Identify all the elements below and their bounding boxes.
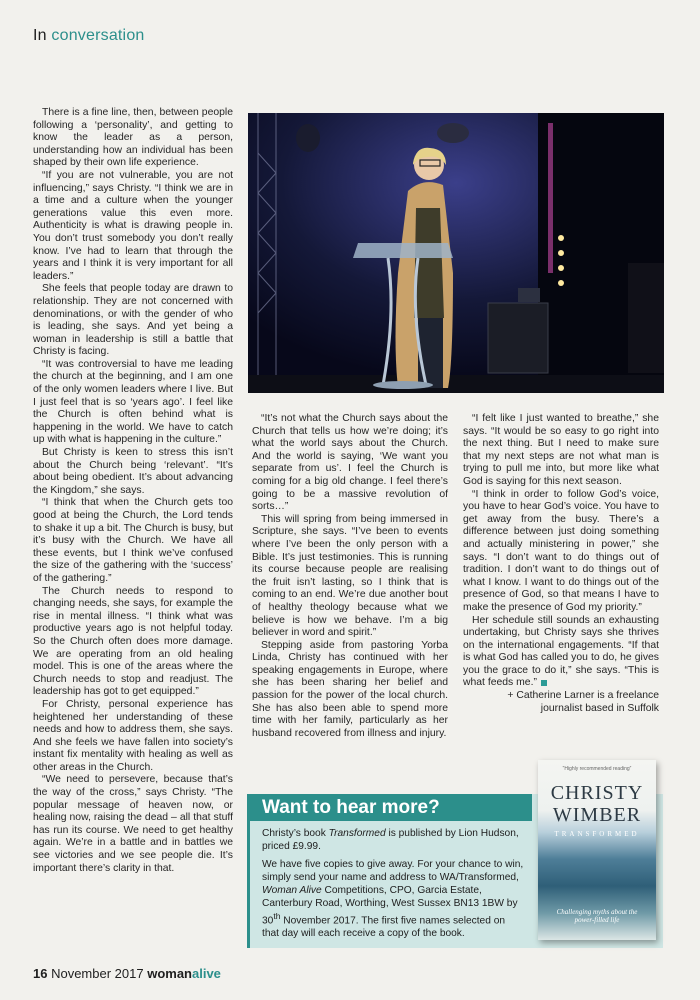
paragraph: “If you are not vulnerable, you are not influencing,” says Christy. “I think we are in a time and a culture when the younger generations value this even more. Authenticity is what is drawing people in. You don’t trust somebody you don’t really know. I’ve had to learn that through the years and I think it is very important for all leaders.” [33,169,233,282]
article-column-3 [463,413,659,715]
paragraph: “It’s not what the Church says about the Church that tells us how we’re doing; it’s what the world says about the Church. And the world is saying, ‘We want you separate from us’. I feel the Church is coming for a big old change. I feel there’s going to be a massive revolution of sorts…” [252,413,448,513]
book-cover-image [538,760,656,940]
paragraph-text: Her schedule still sounds an exhausting undertaking, but Christy says she thrives on the international engagements. “If that is what God has called you to do, he gives you the grace to do it,” she says. “This is what feeds me.” [463,614,659,689]
instructions-part: Competitions, CPO, Garcia Estate, Canterbury Road, Worthing, West Sussex BN13 1BW by 30 [262,885,518,927]
competition-heading: Want to hear more? [250,794,532,821]
competition-instructions [262,858,524,940]
book-title: TRANSFORMED [554,830,640,838]
competition-text [262,827,524,945]
speaker-photo [248,113,664,393]
logo-part: alive [192,966,221,981]
book-info-part: Christy’s book [262,828,329,839]
author-signoff: + Catherine Larner is a freelance journalist based in Suffolk [507,690,659,714]
section-label [33,27,145,45]
paragraph: This will spring from being immersed in Scripture, she says. “I’ve been to events where I’ve been the only person with a Bible. It’s just testimonies. This is running its course because people are realising the fruit isn’t lasting, so I think that is coming to an end. We’re due another bout of healthy theology because what we believe is how we behave. I’m a big believer in word and spirit.” [252,513,448,639]
paragraph: Stepping aside from pastoring Yorba Linda, Christy has continued with her speaking engagements in Europe, where she has been sharing her belief and passion for the power of the local church. She has also been able to spend more time with her family, particularly as her husband recovered from illness and injury. [252,639,448,739]
book-info [262,827,524,853]
paragraph: “It was controversial to have me leading the church at the beginning, and I am one of the only women leaders where I live. But I just feel that is so ‘years ago’. I feel like the Church is often behind what is happening in the world. We have to catch up with what is happening in the culture.” [33,358,233,446]
article-column-1 [33,107,233,875]
paragraph: “I felt like I just wanted to breathe,” she says. “It would be so easy to go right into the next thing. But I need to make sure that my next steps are not what man is trying to pull me into, but more like what God is saying for this next season. [463,413,659,487]
paragraph: For Christy, personal experience has heightened her understanding of these needs and how to address them, she says. And she feels we have fallen into society’s instant fix mentality with healing as well as other areas in the Church. [33,698,233,773]
book-blurb: “Highly recommended reading” [562,766,632,772]
magazine-name-text: Woman Alive [262,885,322,896]
book-subtitle: Challenging myths about the power-filled life [556,908,638,924]
article-column-2 [252,413,448,740]
paragraph [463,615,659,691]
page-footer [33,966,221,981]
magazine-logo [147,966,221,981]
book-info-part: is published by Lion Hudson, priced £9.99. [262,828,519,852]
paragraph: “I think that when the Church gets too good at being the Church, the Lord tends to shake it up a bit. The Church is busy, but it’s busy with the Church. We have all these events, but I think we’ve confused the size of the gathering with the ‘success’ of the gathering.” [33,497,233,584]
instructions-part: We have five copies to give away. For your chance to win, simply send your name and address to WA/Transformed, [262,859,524,883]
paragraph: There is a fine line, then, between people following a ‘personality’, and getting to know the leader as a person, understanding how an individual has been shaped by their own life experience. [33,107,233,169]
book-author-first: CHRISTY [550,782,644,804]
book-title-text: Transformed [328,828,386,839]
logo-part: woman [147,966,192,981]
page-number: 16 [33,966,48,981]
issue-date: November 2017 [47,966,148,981]
paragraph: But Christy is keen to stress this isn’t about the Church being ‘relevant’. “It’s about being obedient. It’s about advancing the Kingdom,” she says. [33,447,233,496]
end-mark-icon [541,680,547,686]
paragraph: “We need to persevere, because that’s the way of the cross,” says Christy. “The popular message of heaven now, or healing now, raising the dead – all that stuff has run its course. We need to get healthy again. We’re in a battle and in battles we see victories and we see people die. It’s important there’s clarity in that. [33,774,233,874]
paragraph: She feels that people today are drawn to relationship. They are not concerned with denominations, or with the gender of who is leading, she says. And yet being a woman in leadership is still a battle that Christy is facing. [33,283,233,358]
book-author-last: WIMBER [552,804,642,826]
paragraph: The Church needs to respond to changing needs, she says, for example the rise in mental illness. “I think what was productive years ago is not helpful today. So the Church often does more damage. We are operating from an old healing model. This is one of the areas where the Church needs to stop and readjust. The leadership has got to get equipped.” [33,585,233,698]
ordinal-suffix: th [273,911,281,921]
section-label-rest: conversation [46,27,145,44]
paragraph: “I think in order to follow God’s voice, you have to hear God’s voice. You have to get away from the busy. There’s a difference between just doing something and actually ministering in power,” she says. “I don’t want to do things out of tradition. I don’t want to do things out of what I know. I want to do things out of the presence of God, so that means I have to make the presence of God my priority.” [463,488,659,613]
section-label-in: In [33,27,47,44]
instructions-part: November 2017. The first five names selected on that day will each receive a copy of the book. [262,915,506,940]
